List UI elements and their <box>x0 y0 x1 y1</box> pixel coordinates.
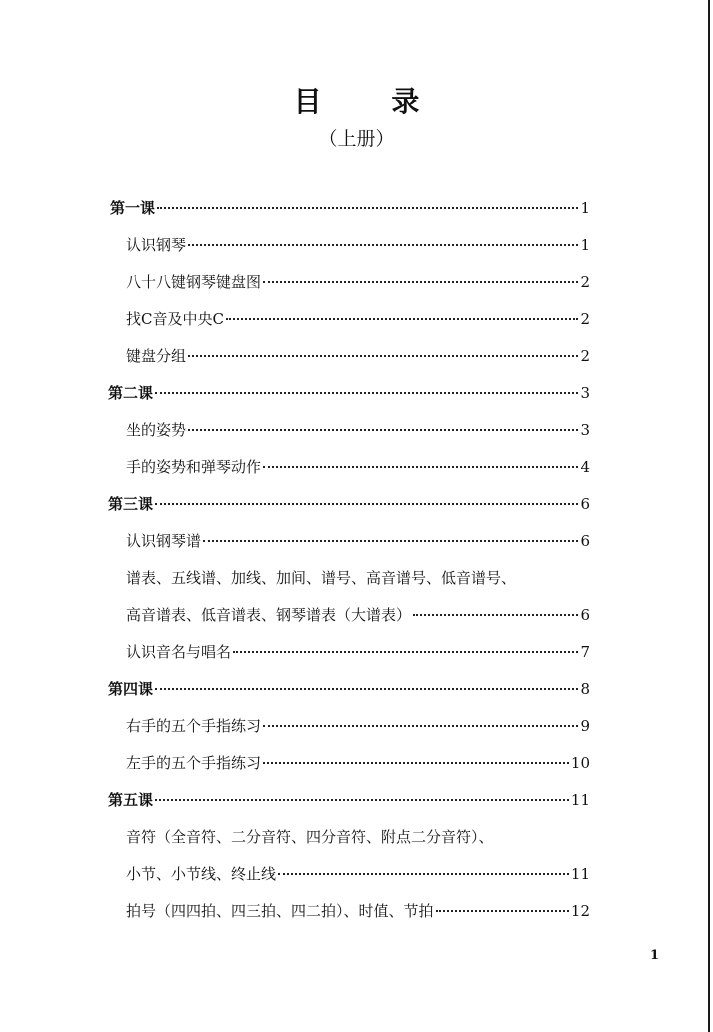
toc-entry-page: 1 <box>580 199 590 217</box>
dot-leader <box>278 873 569 875</box>
toc-entry-title: 第四课 <box>108 680 154 698</box>
dot-leader <box>188 429 578 431</box>
toc-entry[interactable] <box>126 752 590 788</box>
toc-entry[interactable] <box>126 863 590 899</box>
toc-entry-page: 10 <box>570 754 590 772</box>
dot-leader <box>226 318 578 320</box>
toc-entry[interactable] <box>126 604 590 640</box>
toc-entry-page: 4 <box>580 458 590 476</box>
toc-entry[interactable] <box>126 308 590 344</box>
toc-entry-title: 音符（全音符、二分音符、四分音符、附点二分音符）、 <box>126 828 494 846</box>
toc-entry-page: 2 <box>580 273 590 291</box>
toc-entry-page: 6 <box>580 606 590 624</box>
toc-entry-page: 12 <box>570 902 590 920</box>
toc-entry[interactable] <box>126 456 590 492</box>
toc-entry-page: 6 <box>580 532 590 550</box>
toc-entry-page: 3 <box>580 384 590 402</box>
toc-entry-title: 第三课 <box>108 495 154 513</box>
toc-entry-lesson-1[interactable] <box>110 197 590 233</box>
toc-entry-page: 6 <box>580 495 590 513</box>
toc-entry-title: 找C音及中央C <box>126 310 224 328</box>
toc-entry-page: 11 <box>570 865 590 883</box>
toc-entry-title: 左手的五个手指练习 <box>126 754 262 772</box>
dot-leader <box>155 392 578 394</box>
toc-entry-title: 右手的五个手指练习 <box>126 717 262 735</box>
toc-entry-title: 八十八键钢琴键盘图 <box>126 273 262 291</box>
dot-leader <box>436 910 569 912</box>
toc-entry-title: 第二课 <box>108 384 154 402</box>
page-subtitle: （上册） <box>318 128 395 150</box>
toc-entry-page: 8 <box>580 680 590 698</box>
page-number: 1 <box>650 948 660 963</box>
dot-leader <box>157 207 578 209</box>
toc-entry-title: 第五课 <box>108 791 154 809</box>
toc-entry-page: 3 <box>580 421 590 439</box>
dot-leader <box>188 355 578 357</box>
page-title: 目 录 <box>293 85 450 118</box>
toc-entry-lesson-4[interactable] <box>108 678 590 714</box>
dot-leader <box>188 244 578 246</box>
toc-entry-title: 认识钢琴谱 <box>126 532 202 550</box>
toc-entry-title: 小节、小节线、终止线 <box>126 865 277 883</box>
toc-entry-title: 拍号（四四拍、四三拍、四二拍）、时值、节拍 <box>126 902 434 920</box>
toc-entry-title: 高音谱表、低音谱表、钢琴谱表（大谱表） <box>126 606 412 624</box>
dot-leader <box>233 651 578 653</box>
toc-entry[interactable] <box>126 234 590 270</box>
toc-entry-page: 2 <box>580 310 590 328</box>
page-edge-line <box>708 0 710 1032</box>
dot-leader <box>155 799 569 801</box>
toc-entry-lesson-2[interactable] <box>108 382 590 418</box>
dot-leader <box>263 466 578 468</box>
toc-entry-title: 坐的姿势 <box>126 421 187 439</box>
toc-entry-lesson-5[interactable] <box>108 789 590 825</box>
toc-entry[interactable] <box>126 641 590 677</box>
toc-entry[interactable] <box>126 900 590 936</box>
dot-leader <box>203 540 578 542</box>
toc-entry-title: 手的姿势和弹琴动作 <box>126 458 262 476</box>
toc-entry[interactable] <box>126 715 590 751</box>
toc-entry-page: 11 <box>570 791 590 809</box>
dot-leader <box>155 688 578 690</box>
toc-entry-lesson-3[interactable] <box>108 493 590 529</box>
toc-entry[interactable] <box>126 271 590 307</box>
toc-entry-title: 键盘分组 <box>126 347 187 365</box>
dot-leader <box>155 503 578 505</box>
toc-entry-title: 第一课 <box>110 199 156 217</box>
dot-leader <box>263 281 578 283</box>
toc-entry-page: 7 <box>580 643 590 661</box>
toc-entry[interactable] <box>126 530 590 566</box>
toc-entry[interactable] <box>126 419 590 455</box>
toc-entry-page: 2 <box>580 347 590 365</box>
toc-entry-title: 认识音名与唱名 <box>126 643 232 661</box>
toc-entry[interactable] <box>126 345 590 381</box>
toc-entry-page: 1 <box>580 236 590 254</box>
toc-entry-title: 谱表、五线谱、加线、加间、谱号、高音谱号、低音谱号、 <box>126 569 517 587</box>
dot-leader <box>413 614 578 616</box>
toc-entry-continued[interactable] <box>126 567 590 603</box>
dot-leader <box>263 725 578 727</box>
toc-entry-continued[interactable] <box>126 826 590 862</box>
toc-entry-page: 9 <box>580 717 590 735</box>
dot-leader <box>263 762 569 764</box>
toc-entry-title: 认识钢琴 <box>126 236 187 254</box>
